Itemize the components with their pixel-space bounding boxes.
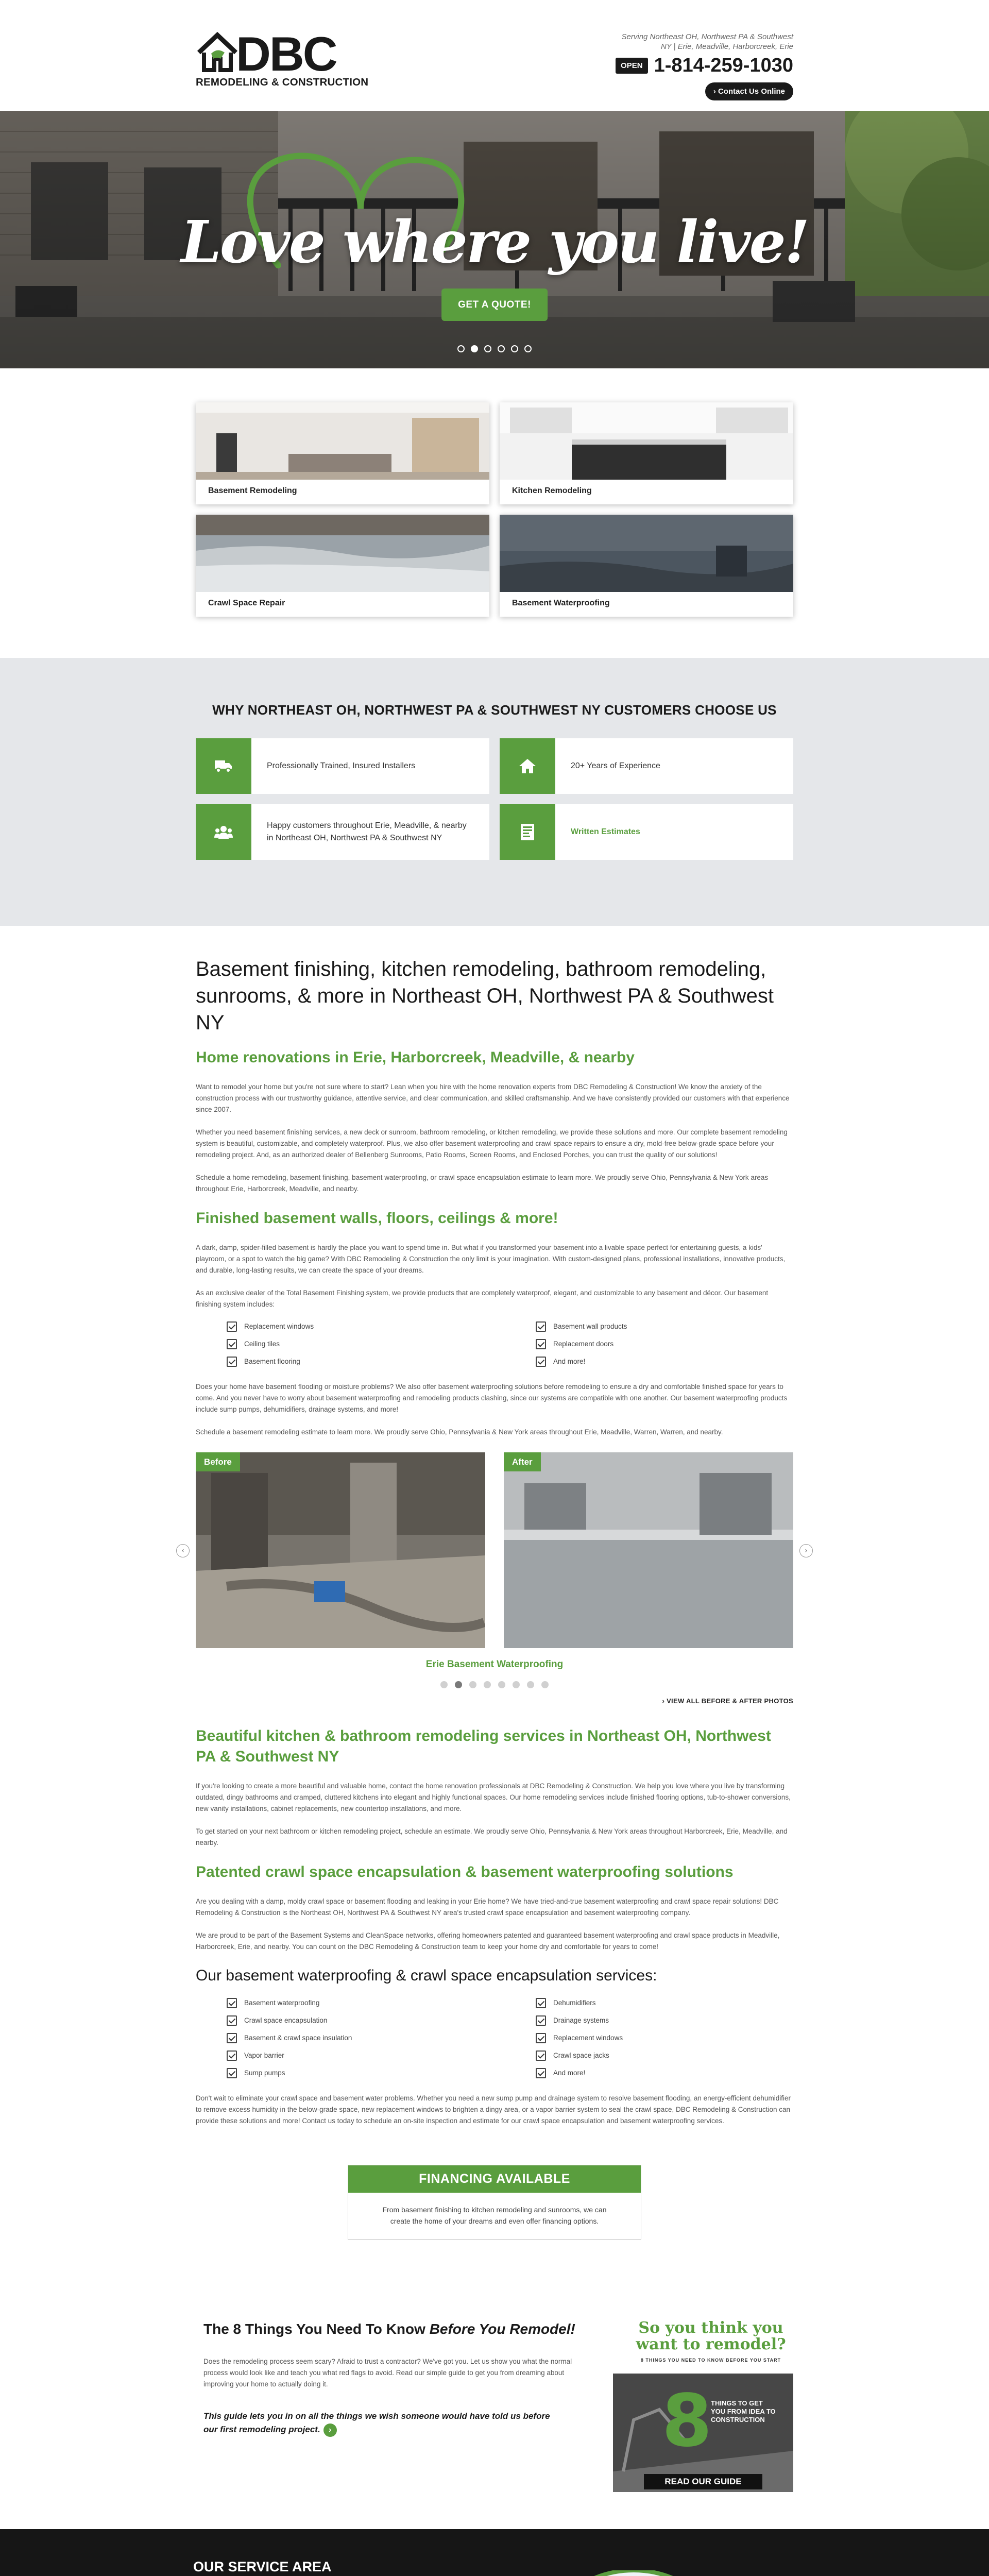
paragraph: If you're looking to create a more beautiful and valuable home, contact the home renovation professionals at DBC Remodeling & Construction. We help you love where you live by transforming outdated, dingy bathrooms and cramped, cluttered kitchens into elegant and highly functional spaces. Our home remodeling services include finished flooring options, tub-to-shower conversions, new vanity installations, cabinet replacements, new countertop installations, and more.: [196, 1782, 791, 1812]
basement-remodeling-image: [196, 402, 489, 480]
gallery-dots: [196, 1681, 793, 1688]
checklist-item: [536, 2050, 824, 2061]
service-card-label: Crawl Space Repair: [208, 599, 285, 607]
crawl-space-heading: Patented crawl space encapsulation & basement waterproofing solutions: [196, 1863, 734, 1880]
gallery-dot[interactable]: [498, 1681, 505, 1688]
book-title: So you think you want to remodel?: [636, 2319, 786, 2353]
checklist-item: [227, 1321, 515, 1332]
paragraph: Don't wait to eliminate your crawl space and basement water problems. Whether you need a new sump pump and drainage system to resolve basement flooding, an energy-efficient dehumidifier to remove excess humidity in the below-grade space, new replacement windows to brighten a dingy area, or a vapor barrier system to seal the crawl space, DBC Remodeling & Construction can provide these solutions and more! Contact us today to schedule an on-site inspection and estimate for our crawl space encapsulation and basement waterproofing services.: [196, 2094, 791, 2125]
checklist-item: [227, 2068, 515, 2078]
checklist-text: And more!: [553, 2069, 586, 2077]
finished-basement-heading: Finished basement walls, floors, ceilings & more!: [196, 1210, 558, 1227]
home-renovations-heading: Home renovations in Erie, Harborcreek, Meadville, & nearby: [196, 1049, 635, 1066]
checklist-text: Dehumidifiers: [553, 1999, 596, 2007]
before-image[interactable]: [196, 1452, 485, 1648]
serving-area-text: Serving Northeast OH, Northwest PA & Southwest NY | Erie, Meadville, Harborcreek, Erie: [621, 32, 793, 51]
checkbox-checked-icon: [536, 2033, 546, 2043]
financing-description: From basement finishing to kitchen remodeling and sunrooms, we can create the home of your dreams and even offer financing options.: [382, 2206, 607, 2225]
gallery-dot[interactable]: [455, 1681, 462, 1688]
paragraph: Whether you need basement finishing services, a new deck or sunroom, bathroom remodeling, or kitchen remodeling, we provide these solutions and more. Our complete basement remodeling system is beautiful, customizable, and completely waterproof. Plus, we also offer basement waterproofing and crawl space repairs to ensure a dry, mold-free below-grade space before your remodeling project. And, as an authorized dealer of Bellenberg Sunrooms, Patio Rooms, Screen Rooms, and Enclosed Porches, you can trust the quality of our solutions!: [196, 1128, 788, 1159]
hero-slide-dot[interactable]: [498, 345, 505, 352]
checklist-text: Basement wall products: [553, 1323, 627, 1331]
paragraph: As an exclusive dealer of the Total Basement Finishing system, we provide products that are completely waterproof, elegant, and customizable to any basement and décor. Our basement finishing system includes:: [196, 1289, 769, 1308]
arrow-right-icon[interactable]: ›: [323, 2424, 337, 2437]
financing-box[interactable]: [348, 2165, 641, 2240]
open-badge: OPEN: [616, 58, 648, 74]
checkbox-checked-icon: [536, 1998, 546, 2008]
gallery-dot[interactable]: [527, 1681, 534, 1688]
checklist-item: [536, 2068, 824, 2078]
checkbox-checked-icon: [536, 1339, 546, 1349]
hero-get-quote-button[interactable]: GET A QUOTE!: [441, 289, 548, 321]
checkbox-checked-icon: [227, 1357, 237, 1367]
why-text: Professionally Trained, Insured Installers: [267, 761, 416, 770]
site-header: [0, 0, 989, 111]
paragraph: Does your home have basement flooding or moisture problems? We also offer basement waterproofing solutions before remodeling to ensure a dry and comfortable finished space for years to come. And you never have to worry about basement waterproofing and remodeling products clashing, since our systems are compatible with one another. Our basement waterproofing products include sump pumps, dehumidifiers, drainage systems, and more!: [196, 1383, 788, 1413]
svg-text:8: 8: [662, 2379, 712, 2463]
service-card-kitchen-remodeling[interactable]: [500, 402, 793, 504]
checklist-text: Replacement windows: [244, 1323, 314, 1331]
checkbox-checked-icon: [536, 2068, 546, 2078]
checkbox-checked-icon: [227, 1339, 237, 1349]
gallery-dot[interactable]: [541, 1681, 549, 1688]
why-choose-us-section: [0, 658, 989, 926]
checkbox-checked-icon: [536, 1357, 546, 1367]
checklist-item: [536, 1357, 824, 1367]
service-area-map[interactable]: [464, 2570, 834, 2576]
why-title: WHY NORTHEAST OH, NORTHWEST PA & SOUTHWEST NY CUSTOMERS CHOOSE US: [212, 702, 777, 718]
service-card-basement-waterproofing[interactable]: [500, 515, 793, 617]
checklist-text: Basement waterproofing: [244, 1999, 320, 2007]
book-subtitle: 8 THINGS YOU NEED TO KNOW BEFORE YOU START: [640, 2358, 781, 2363]
house-icon: [500, 738, 555, 794]
checklist-text: And more!: [553, 1358, 586, 1366]
checkbox-checked-icon: [227, 2068, 237, 2078]
why-item: [500, 804, 793, 860]
service-card-label: Basement Waterproofing: [512, 599, 610, 607]
checkbox-checked-icon: [227, 2050, 237, 2061]
book-side-text: THINGS TO GET YOU FROM IDEA TO CONSTRUCTION: [711, 2399, 776, 2424]
service-area-title: OUR SERVICE AREA: [193, 2559, 332, 2574]
hero-slide-dot[interactable]: [457, 345, 465, 352]
why-item: [196, 738, 489, 794]
contact-us-button[interactable]: › Contact Us Online: [705, 82, 793, 100]
after-image[interactable]: [504, 1452, 793, 1648]
paragraph: Want to remodel your home but you're not sure where to start? Lean when you hire with the home renovation experts from DBC Remodeling & Construction! We know the anxiety of the construction process with our trustworthy guidance, attentive service, and clear communication, and skilled craftsmanship. And we have consistently provided our customers with that experience since 2007.: [196, 1083, 790, 1113]
checklist-item: [227, 1339, 515, 1349]
service-card-label: Basement Remodeling: [208, 486, 297, 495]
checklist-text: Crawl space jacks: [553, 2052, 609, 2060]
checklist-text: Replacement windows: [553, 2034, 623, 2042]
hero-slide-dot[interactable]: [484, 345, 491, 352]
why-item: [500, 738, 793, 794]
checkbox-checked-icon: [536, 2015, 546, 2026]
gallery-next-arrow[interactable]: ›: [799, 1544, 813, 1557]
paragraph: We are proud to be part of the Basement Systems and CleanSpace networks, offering homeowners patented and guaranteed basement waterproofing and crawl space products in Meadville, Harborcreek, Erie, and nearby. You can count on the DBC Remodeling & Construction team to keep your home dry and comfortable for years to come!: [196, 1931, 780, 1951]
checklist-item: [536, 2015, 824, 2026]
crawl-space-image: [196, 515, 489, 592]
basement-waterproofing-image: [500, 515, 793, 592]
remodel-guide-section: [196, 2317, 793, 2492]
header-phone-row: [616, 56, 793, 75]
read-guide-button[interactable]: READ OUR GUIDE: [664, 2477, 742, 2486]
hero-slider: [0, 111, 989, 368]
hero-slide-dots: [0, 345, 989, 352]
checklist-text: Replacement doors: [553, 1340, 614, 1348]
hero-slide-dot[interactable]: [511, 345, 518, 352]
checkbox-checked-icon: [227, 1321, 237, 1332]
why-text: 20+ Years of Experience: [571, 761, 660, 770]
checklist-text: Basement & crawl space insulation: [244, 2034, 352, 2042]
hero-tagline: Love where you live!: [181, 209, 808, 276]
checklist-item: [536, 2033, 824, 2043]
checkbox-checked-icon: [227, 2033, 237, 2043]
financing-title: FINANCING AVAILABLE: [348, 2165, 641, 2193]
logo[interactable]: [196, 27, 369, 91]
hero-slide-dot[interactable]: [471, 345, 478, 352]
checklist-item: [227, 2015, 515, 2026]
checkbox-checked-icon: [227, 1998, 237, 2008]
paragraph: To get started on your next bathroom or kitchen remodeling project, schedule an estimate. We proudly serve Ohio, Pennsylvania & New York areas throughout Harborcreek, Erie, Meadville, and nearby.: [196, 1827, 788, 1846]
logo-text: DBC: [236, 27, 336, 81]
kitchen-bath-heading: Beautiful kitchen & bathroom remodeling services in Northeast OH, Northwest PA & Southwest NY: [196, 1727, 771, 1765]
checklist-text: Sump pumps: [244, 2069, 285, 2077]
checklist-text: Drainage systems: [553, 2016, 609, 2025]
why-item: [196, 804, 489, 860]
estimate-icon: [500, 804, 555, 860]
services-section: [0, 368, 989, 658]
house-logo-icon: [196, 32, 239, 72]
checkbox-checked-icon: [536, 2050, 546, 2061]
checklist-item: [227, 1998, 515, 2008]
checklist-item: [227, 2050, 515, 2061]
truck-icon: [196, 738, 251, 794]
service-area-section: [0, 2529, 989, 2576]
logo-subtitle: REMODELING & CONSTRUCTION: [196, 76, 369, 88]
guide-book-cover[interactable]: [613, 2317, 793, 2492]
paragraph: Are you dealing with a damp, moldy crawl space or basement flooding and leaking in your Erie home? We have tried-and-true basement waterproofing and crawl space repair solutions! DBC Remodeling & Construction is the Northeast OH, Northwest PA & Southwest NY area's trusted crawl space encapsulation and basement waterproofing company.: [196, 1897, 779, 1917]
before-after-gallery: [181, 1452, 808, 1694]
kitchen-remodeling-image: [500, 402, 793, 480]
paragraph: A dark, damp, spider-filled basement is hardly the place you want to spend time in. But what if you transformed your basement into a livable space perfect for entertaining guests, a kids' playroom, or a spot to watch the big game? With DBC Remodeling & Construction the only limit is your imagination. With custom-designed plans, professional installations, innovative products, and durable, long-lasting results, we can create the space of your dreams.: [196, 1244, 786, 1274]
hero-slide-dot[interactable]: [524, 345, 532, 352]
service-card-basement-remodeling[interactable]: [196, 402, 489, 504]
paragraph: Schedule a home remodeling, basement finishing, basement waterproofing, or crawl space encapsulation estimate to learn more. We proudly serve Ohio, Pennsylvania & New York areas throughout Erie, Harborcreek, Meadville, and nearby.: [196, 1174, 769, 1193]
basement-system-checklist: [196, 1321, 773, 1367]
checklist-text: Vapor barrier: [244, 2052, 284, 2060]
checklist-item: [536, 1321, 824, 1332]
checklist-text: Basement flooring: [244, 1358, 300, 1366]
page-title: Basement finishing, kitchen remodeling, bathroom remodeling, sunrooms, & more in Northeast OH, Northwest PA & Southwest NY: [196, 958, 774, 1034]
guide-paragraph: Does the remodeling process seem scary? Afraid to trust a contractor? We've got you. Let us show you what the normal process would look like and teach you what red flags to avoid. Read our simple guide to get you from dreaming about improving your home to actually doing it.: [203, 2358, 572, 2388]
guide-title: The 8 Things You Need To Know Before You Remodel!: [203, 2321, 575, 2337]
checklist-item: [536, 1998, 824, 2008]
service-card-crawl-space-repair[interactable]: [196, 515, 489, 617]
checklist-item: [227, 1357, 515, 1367]
gallery-dot[interactable]: [440, 1681, 448, 1688]
waterproofing-checklist: [196, 1998, 773, 2078]
service-card-label: Kitchen Remodeling: [512, 486, 592, 495]
paragraph: Schedule a basement remodeling estimate to learn more. We proudly serve Ohio, Pennsylvania & New York areas throughout Erie, Meadville, Warren, Warren, and nearby.: [196, 1428, 723, 1436]
gallery-dot[interactable]: [484, 1681, 491, 1688]
why-text: Written Estimates: [571, 827, 640, 836]
after-tag: After: [504, 1452, 541, 1471]
gallery-dot[interactable]: [469, 1681, 476, 1688]
header-phone[interactable]: 1-814-259-1030: [654, 55, 793, 76]
checklist-item: [227, 2033, 515, 2043]
before-tag: Before: [196, 1452, 240, 1471]
main-content: [0, 926, 989, 2576]
view-all-photos-link[interactable]: › VIEW ALL BEFORE & AFTER PHOTOS: [662, 1697, 793, 1705]
checkbox-checked-icon: [227, 2015, 237, 2026]
gallery-caption: Erie Basement Waterproofing: [425, 1659, 564, 1670]
gallery-dot[interactable]: [513, 1681, 520, 1688]
checklist-item: [536, 1339, 824, 1349]
checklist-text: Ceiling tiles: [244, 1340, 280, 1348]
why-text: Happy customers throughout Erie, Meadville, & nearby in Northeast OH, Northwest PA & Southwest NY: [267, 821, 467, 842]
gallery-prev-arrow[interactable]: ‹: [176, 1544, 190, 1557]
users-icon: [196, 804, 251, 860]
services-list-heading: Our basement waterproofing & crawl space encapsulation services:: [196, 1967, 657, 1984]
checkbox-checked-icon: [536, 1321, 546, 1332]
checklist-text: Crawl space encapsulation: [244, 2016, 328, 2025]
guide-callout: This guide lets you in on all the things we wish someone would have told us before our first remodeling project. ›: [203, 2410, 564, 2437]
